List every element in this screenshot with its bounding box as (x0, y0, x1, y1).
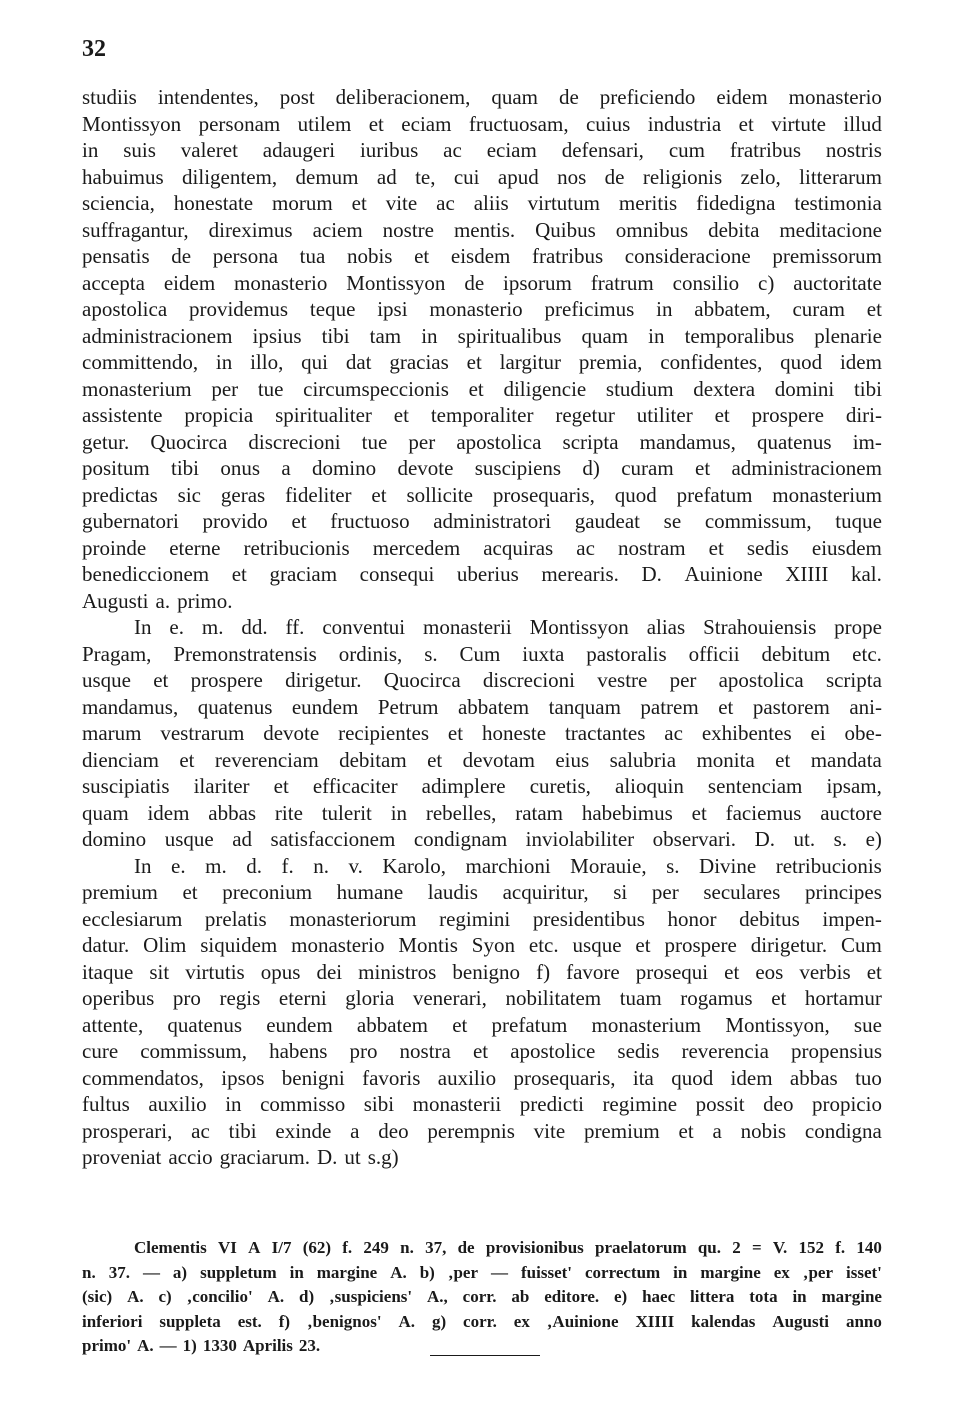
body-line: prosperari, ac tibi exinde a deo perempnis vite premium et a nobis condigna (82, 1118, 882, 1143)
body-line: Montissyon personam utilem et eciam fructuosam, cuius industria et virtute illud (82, 111, 882, 136)
body-line: committendo, in illo, qui dat gracias et largitur premia, confidentes, quod idem (82, 350, 882, 374)
body-line: accepta eidem monasterio Montissyon de ipsorum fratrum consilio c) auctoritate (82, 270, 882, 295)
body-line: domino usque ad satisfaccionem condignam inviolabiliter observari. D. ut. s. e) (82, 827, 882, 851)
footnote-line: Clementis VI A I/7 (62) f. 249 n. 37, de provisionibus praelatorum qu. 2 = V. 152 f. 140 (134, 1238, 882, 1257)
body-line: gubernatori provido et fructuoso administratori gaudeat se commissum, tuque (82, 509, 882, 533)
body-line: predictas sic geras fideliter et sollicite prosequaris, quod prefatum monasterium (82, 482, 882, 507)
body-line: itaque sit virtutis opus dei ministros benigno f) favore prosequi et eos verbis et (82, 959, 882, 984)
body-line: cure commissum, habens pro nostra et apostolice sedis reverencia propensius (82, 1039, 882, 1063)
body-line: operibus pro regis eterni gloria venerari, nobilitatem tuam rogamus et hortamur (82, 986, 882, 1010)
body-line: In e. m. dd. ff. conventui monasterii Montissyon alias Strahouiensis prope (134, 615, 882, 639)
body-line: marum vestrarum devote recipientes et honeste tractantes ac exhibentes ei obe- (82, 721, 882, 745)
body-line: getur. Quocirca discrecioni tue per apostolica scripta mandamus, quatenus im- (82, 429, 882, 454)
footnote-line: (sic) A. c) ‚concilio' A. d) ‚suspiciens' A., corr. ab editore. e) haec littera tota in margine (82, 1287, 882, 1306)
body-line: in suis valeret adaugeri iuribus ac eciam defensari, cum fratribus nostris (82, 138, 882, 162)
body-line: mandamus, quatenus eundem Petrum abbatem tanquam patrem et pastorem ani- (82, 694, 882, 719)
body-line: In e. m. d. f. n. v. Karolo, marchioni Morauie, s. Divine retribucionis (134, 853, 882, 878)
body-line: datur. Olim siquidem monasterio Montis Syon etc. usque et prospere dirigetur. Cum (82, 933, 882, 957)
body-line: ecclesiarum prelatis monasteriorum regimini presidentibus honor debitus impen- (82, 906, 882, 931)
body-line: assistente propicia spiritualiter et temporaliter regetur utiliter et prospere diri- (82, 403, 882, 427)
body-line: administracionem ipsius tibi tam in spiritualibus quam in temporalibus plenarie (82, 323, 882, 348)
page-number: 32 (82, 36, 106, 62)
footnotes (82, 1236, 882, 1359)
body-line: premium et preconium humane laudis acquiritur, si per seculares principes (82, 880, 882, 904)
body-line: quam idem abbas rite tulerit in rebelles, ratam habebimus et faciemus auctore (82, 800, 882, 825)
body-line: apostolica providemus teque ipsi monasterio preficimus in abbatem, curam et (82, 297, 882, 321)
body-line: commendatos, ipsos benigni favoris auxilio prosequaris, ita quod idem abbas tuo (82, 1065, 882, 1090)
footnote-line: inferiori suppleta est. f) ‚benignos' A. g) corr. ex ‚Auinione XIIII kalendas Augusti anno (82, 1311, 882, 1331)
footnote-line: primo' A. — 1) 1330 Aprilis 23. (82, 1336, 321, 1355)
body-line: sciencia, honestate morum et vite ac aliis virtutum meritis fidedigna testimonia (82, 191, 882, 215)
footnote-line: n. 37. — a) suppletum in margine A. b) ‚per — fuisset' correctum in margine ex ‚per isset' (82, 1262, 882, 1282)
body-line: proveniat accio graciarum. D. ut s.g) (82, 1145, 399, 1169)
body-line: dienciam et reverenciam debitam et devotam eius salubria monita et mandata (82, 747, 882, 772)
body-line: studiis intendentes, post deliberacionem, quam de preficiendo eidem monasterio (82, 85, 882, 109)
body-line: habuimus diligentem, demum ad te, cui apud nos de religionis zelo, litterarum (82, 164, 882, 189)
body-line: Augusti a. primo. (82, 588, 233, 613)
body-line: attente, quatenus eundem abbatem et prefatum monasterium Montissyon, sue (82, 1012, 882, 1037)
body-line: pensatis de persona tua nobis et eisdem fratribus consideracione premissorum (82, 244, 882, 268)
body-line: monasterium per tue circumspeccionis et diligencie studium dextera domini tibi (82, 376, 882, 401)
closing-rule (430, 1355, 540, 1356)
body-text (82, 84, 882, 1171)
body-line: benediccionem et graciam consequi uberius merearis. D. Auinione XIIII kal. (82, 562, 882, 586)
body-line: fultus auxilio in commisso sibi monasterii predicti regimine possit deo propicio (82, 1092, 882, 1116)
body-line: proinde eterne retribucionis mercedem acquiras ac nostram et sedis eiusdem (82, 535, 882, 560)
body-line: positum tibi onus a domino devote suscipiens d) curam et administracionem (82, 456, 882, 480)
body-line: suscipiatis ilariter et efficaciter adimplere curetis, alioquin sentenciam ipsam, (82, 774, 882, 798)
body-line: usque et prospere dirigetur. Quocirca discrecioni vestre per apostolica scripta (82, 668, 882, 692)
body-line: suffragantur, direximus aciem nostre mentis. Quibus omnibus debita meditacione (82, 217, 882, 242)
body-line: Pragam, Premonstratensis ordinis, s. Cum iuxta pastoralis officii debitum etc. (82, 641, 882, 666)
